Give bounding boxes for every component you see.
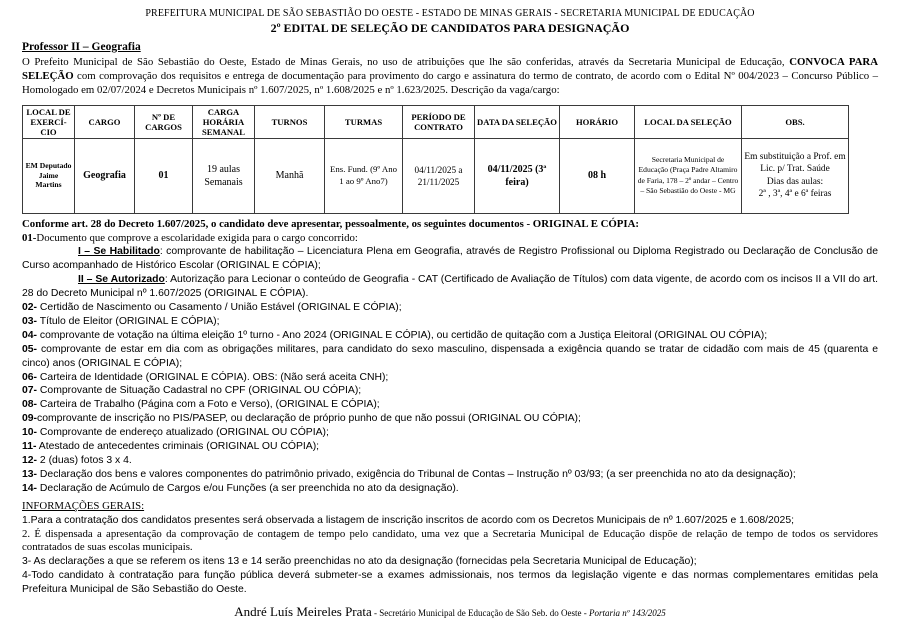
doc-item-14-num: 14- <box>22 482 38 494</box>
info-item-3: 3- As declarações a que se referem os itens 13 e 14 serão preenchidas no ato da designação (fornecidas pela Secretaria Municipal de Educação); <box>22 556 697 568</box>
doc-item-07-text: Comprovante de Situação Cadastral no CPF (ORIGINAL OU CÓPIA); <box>37 385 362 397</box>
doc-item-04-text: comprovante de votação na última eleição 1º turno - Ano 2024 (ORIGINAL E CÓPIA), ou certidão de quitação com a Justiça Eleitoral (ORIGINAL OU CÓPIA); <box>37 329 768 341</box>
doc-item-13 <box>22 468 878 482</box>
position-title: Professor II – Geografia <box>22 41 141 53</box>
cell-horario: 08 h <box>560 138 635 213</box>
doc-item-12-num: 12- <box>22 455 38 467</box>
col-header-periodo-contrato: PERÍODO DE CONTRATO <box>403 105 475 138</box>
doc-item-01-text: Documento que comprove a escolaridade exigida para o cargo concorrido: <box>36 231 358 244</box>
obs-substituicao: Em substituição a Prof. em Lic. p/ Trat. Saúde <box>744 151 846 175</box>
doc-item-12-text: 2 (duas) fotos 3 x 4. <box>37 455 132 467</box>
doc-item-08-num: 08- <box>22 399 38 411</box>
col-header-carga-horaria: CARGA HORÁRIA SEMANAL <box>193 105 255 138</box>
signatory-role: - Secretário Municipal de Educação de São Seb. do Oeste - <box>371 608 589 619</box>
doc-item-01-num: 01- <box>22 231 37 244</box>
intro-text-start: O Prefeito Municipal de São Sebastião do Oeste, Estado de Minas Gerais, no uso de atribuições que lhe são conferidas, através da Secretaria Municipal de Educação, <box>22 56 790 68</box>
col-header-turmas: TURMAS <box>325 105 403 138</box>
doc-item-14-text: Declaração de Acúmulo de Cargos e/ou Funções (a ser preenchida no ato da designação). <box>37 482 459 494</box>
doc-item-08 <box>22 398 878 412</box>
intro-convoca-emphasis: CONVOCA PARA SELEÇÃO <box>22 56 878 83</box>
doc-item-autorizado <box>22 273 878 301</box>
obs-dias-valor: 2ª , 3ª, 4ª e 6ª feiras <box>758 189 832 200</box>
document-header-line: PREFEITURA MUNICIPAL DE SÃO SEBASTIÃO DO OESTE - ESTADO DE MINAS GERAIS - SECRETARIA MUNICIPAL DE EDUCAÇÃO <box>145 8 755 19</box>
intro-text-end: com comprovação dos requisitos e entrega de documentação para provimento do cargo e assinatura do termo de contrato, de acordo com o Edital Nº 004/2023 – Concurso Público – Homologado em 02/07/2024 e Decretos Municipais nº 1.607/2025, nº 1.608/2025 e nº 1.623/2025. Descrição da vaga/cargo: <box>22 70 878 97</box>
doc-item-13-num: 13- <box>22 468 38 480</box>
cell-turmas: Ens. Fund. (9º Ano 1 ao 9º Ano7) <box>325 138 403 213</box>
table-row <box>23 138 849 213</box>
doc-item-02 <box>22 301 878 315</box>
doc-item-03-text: Título de Eleitor (ORIGINAL E CÓPIA); <box>37 315 220 327</box>
doc-item-07 <box>22 384 878 398</box>
doc-item-06-num: 06- <box>22 371 38 383</box>
vacancy-table <box>22 105 849 214</box>
cell-local-exercicio: EM Deputado Jaime Martins <box>23 138 75 213</box>
doc-item-03 <box>22 315 878 329</box>
col-header-obs: OBS. <box>742 105 849 138</box>
doc-item-09-text: comprovante de inscrição no PIS/PASEP, ou declaração de próprio punho de que não possui (ORIGINAL OU CÓPIA); <box>37 413 581 425</box>
cell-carga-horaria: 19 aulas Semanais <box>193 138 255 213</box>
col-header-local-selecao: LOCAL DA SELEÇÃO <box>635 105 742 138</box>
doc-item-13-text: Declaração dos bens e valores componentes do patrimônio privado, exigência do Tribunal de Contas – Instrução nº 03/93; (a ser preenchida no ato da designação); <box>37 468 796 480</box>
doc-item-04 <box>22 329 878 343</box>
col-header-n-cargos: Nº DE CARGOS <box>135 105 193 138</box>
doc-item-11-text: Atestado de antecedentes criminais (ORIGINAL OU CÓPIA); <box>36 441 320 453</box>
signature-line <box>22 603 878 621</box>
info-item-4: 4-Todo candidato à contratação para função pública deverá submeter-se a exames admissionais, nos termos da legislação vigente e das normas complementares emitidas pela Prefeitura Municipal de São Sebastião do Oeste. <box>22 570 878 596</box>
info-item-2: 2. É dispensada a apresentação da comprovação de contagem de tempo pelo candidato, uma vez que a Secretaria Municipal de Educação dispõe de relação de tempo de todos os servidores contratados de suas escolas municipais. <box>22 527 878 554</box>
general-info-section <box>22 500 878 597</box>
doc-item-07-num: 07- <box>22 385 38 397</box>
doc-item-11-num: 11- <box>22 441 37 453</box>
doc-item-03-num: 03- <box>22 315 38 327</box>
doc-item-05-text: comprovante de estar em dia com as obrigações militares, para candidato do sexo masculino, dispensada a exigência quando se tratar de cidadão com mais de 45 (quarenta e cinco) anos (ORIGINAL E CÓPIA); <box>22 343 878 369</box>
doc-item-05 <box>22 343 878 371</box>
doc-item-09-num: 09- <box>22 413 38 425</box>
doc-item-11 <box>22 440 878 454</box>
cell-local-selecao: Secretaria Municipal de Educação (Praça Padre Altamiro de Faria, 178 – 2º andar – Centro – São Sebastião do Oeste - MG <box>635 138 742 213</box>
col-header-data-selecao: DATA DA SELEÇÃO <box>475 105 560 138</box>
doc-item-10-text: Comprovante de endereço atualizado (ORIGINAL OU CÓPIA); <box>37 427 329 439</box>
doc-item-09 <box>22 412 878 426</box>
intro-paragraph <box>22 55 878 98</box>
col-header-local-exercicio: LOCAL DE EXERCÍ-CIO <box>23 105 75 138</box>
autorizado-label: II – Se Autorizado <box>78 274 165 286</box>
doc-item-12 <box>22 454 878 468</box>
autorizado-text: : Autorização para Lecionar o conteúdo de Geografia - CAT (Certificado de Avaliação de Títulos) com data vigente, de acordo com os incisos II a VII do art. 28 do Decreto Municipal nº 1.607/2025 (ORIGINAL E CÓPIA). <box>22 274 878 300</box>
doc-item-habilitado <box>22 245 878 273</box>
col-header-turnos: TURNOS <box>255 105 325 138</box>
document-title: 2º EDITAL DE SELEÇÃO DE CANDIDATOS PARA DESIGNAÇÃO <box>270 21 630 35</box>
doc-item-06 <box>22 371 878 385</box>
general-info-heading: INFORMAÇÕES GERAIS: <box>22 499 145 512</box>
info-item-1: 1.Para a contratação dos candidatos presentes será observada a listagem de inscrição inscritos de acordo com os Decretos Municipais de nº 1.607/2025 e 1.608/2025; <box>22 514 795 526</box>
col-header-horario: HORÁRIO <box>560 105 635 138</box>
signatory-name: André Luís Meireles Prata <box>234 604 372 620</box>
table-header-row <box>23 105 849 138</box>
cell-n-cargos: 01 <box>135 138 193 213</box>
doc-item-04-num: 04- <box>22 329 38 341</box>
cell-obs <box>742 138 849 213</box>
signatory-portaria: Portaria nº 143/2025 <box>588 608 666 619</box>
documents-heading: Conforme art. 28 do Decreto 1.607/2025, o candidato deve apresentar, pessoalmente, os seguintes documentos - ORIGINAL E CÓPIA: <box>22 217 639 230</box>
cell-turnos: Manhã <box>255 138 325 213</box>
cell-data-selecao: 04/11/2025 (3ª feira) <box>475 138 560 213</box>
documents-section <box>22 218 878 496</box>
doc-item-10-num: 10- <box>22 427 38 439</box>
obs-dias-label: Dias das aulas: <box>766 176 824 187</box>
habilitado-label: I – Se Habilitado <box>78 246 160 258</box>
doc-item-08-text: Carteira de Trabalho (Página com a Foto e Verso), (ORIGINAL E CÓPIA); <box>37 399 380 411</box>
doc-item-02-text: Certidão de Nascimento ou Casamento / União Estável (ORIGINAL E CÓPIA); <box>37 302 402 314</box>
cell-cargo: Geografia <box>75 138 135 213</box>
doc-item-14 <box>22 482 878 496</box>
doc-item-06-text: Carteira de Identidade (ORIGINAL E CÓPIA). OBS: (Não será aceita CNH); <box>37 371 389 383</box>
doc-item-10 <box>22 426 878 440</box>
habilitado-text: : comprovante de habilitação – Licenciatura Plena em Geografia, através de Registro Profissional ou Diploma Registrado ou Declaração de Conclusão de Curso acompanhado de Histórico Escolar (ORIGINAL E CÓPIA); <box>22 246 878 272</box>
doc-item-05-num: 05- <box>22 343 38 355</box>
doc-item-01 <box>22 232 878 246</box>
cell-periodo-contrato: 04/11/2025 a 21/11/2025 <box>403 138 475 213</box>
doc-item-02-num: 02- <box>22 302 38 314</box>
col-header-cargo: CARGO <box>75 105 135 138</box>
